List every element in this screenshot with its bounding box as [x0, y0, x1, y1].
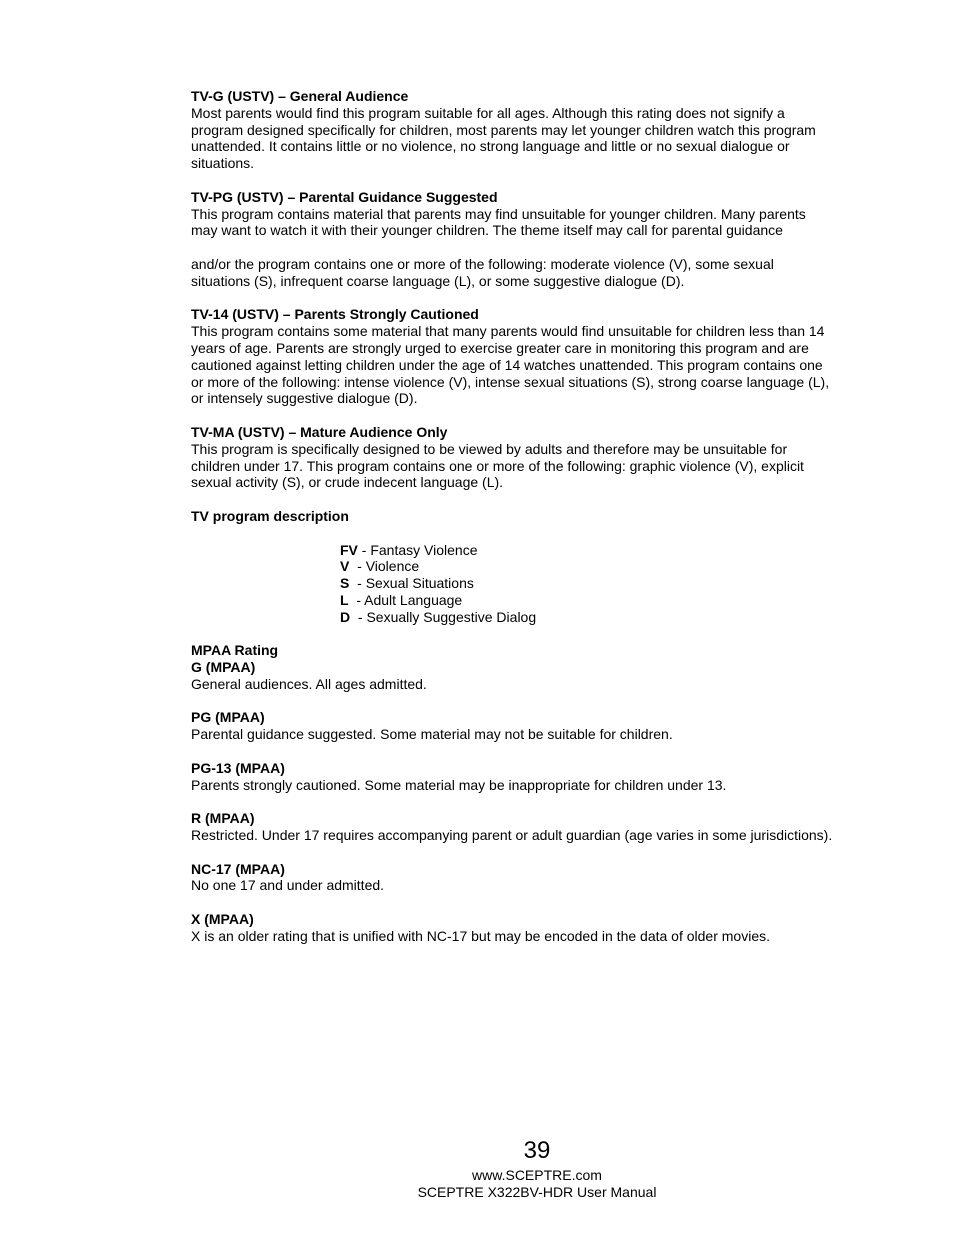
tvg-heading: TV-G (USTV) – General Audience [191, 88, 409, 104]
content-code-list [340, 542, 836, 626]
mpaa-pg-heading: PG (MPAA) [191, 709, 265, 726]
tv14-description: This program contains some material that many parents would find unsuitable for children less than 14 years of age. Parents are strongly urged to exercise greater care in monitoring this program and are cautioned against letting children under the age of 14 watches unattended. This program contains one or more of the following: intense violence (V), intense sexual situations (S), strong coarse language (L), or intensely suggestive dialogue (D). [191, 323, 830, 407]
code-item-fv: FV - Fantasy Violence [340, 541, 478, 558]
mpaa-r-heading: R (MPAA) [191, 810, 255, 827]
mpaa-x-description: X is an older rating that is unified with NC-17 but may be encoded in the data of older movies. [191, 927, 770, 944]
tvpg-description-part2: and/or the program contains one or more of the following: moderate violence (V), some sexual situations (S), infrequent coarse language (L), or some suggestive dialogue (D). [191, 255, 774, 289]
tv-program-description-heading: TV program description [191, 507, 349, 524]
mpaa-pg-description: Parental guidance suggested. Some material may not be suitable for children. [191, 726, 673, 743]
tv14-heading: TV-14 (USTV) – Parents Strongly Cautioned [191, 306, 479, 323]
mpaa-x-heading: X (MPAA) [191, 911, 254, 928]
mpaa-rating-heading: MPAA Rating [191, 642, 279, 659]
tvpg-description-part1: This program contains material that parents may find unsuitable for younger children. Many parents may want to watch it with their younger children. The theme itself may call for parental guidance [191, 205, 806, 239]
mpaa-pg13-heading: PG-13 (MPAA) [191, 759, 285, 776]
mpaa-pg13-description: Parents strongly cautioned. Some material may be inappropriate for children under 13. [191, 776, 727, 793]
code-item-d: D - Sexually Suggestive Dialog [340, 608, 537, 625]
document-body [191, 88, 836, 945]
mpaa-nc17-heading: NC-17 (MPAA) [191, 860, 285, 877]
tvg-description: Most parents would find this program suitable for all ages. Although this rating does not signify a program designed specifically for children, most parents may let younger children watch this program unattended. It contains little or no violence, no strong language and little or no sexual dialogue or situations. [191, 104, 816, 172]
code-item-v: V - Violence [340, 558, 420, 575]
code-item-l: L - Adult Language [340, 591, 463, 608]
mpaa-g-heading: G (MPAA) [191, 659, 256, 676]
tvpg-heading: TV-PG (USTV) – Parental Guidance Suggested [191, 188, 498, 205]
code-item-s: S - Sexual Situations [340, 575, 474, 592]
tvma-heading: TV-MA (USTV) – Mature Audience Only [191, 423, 448, 440]
mpaa-r-description: Restricted. Under 17 requires accompanying parent or adult guardian (age varies in some jurisdictions). [191, 827, 833, 844]
footer-website: www.SCEPTRE.com [472, 1167, 602, 1183]
mpaa-nc17-description: No one 17 and under admitted. [191, 877, 385, 894]
footer-manual-title: SCEPTRE X322BV-HDR User Manual [417, 1184, 657, 1200]
page-number: 39 [523, 1137, 551, 1164]
mpaa-g-description: General audiences. All ages admitted. [191, 675, 427, 692]
tvma-description: This program is specifically designed to be viewed by adults and therefore may be unsuitable for children under 17. This program contains one or more of the following: graphic violence (V), explicit sexual activity (S), or crude indecent language (L). [191, 440, 804, 491]
